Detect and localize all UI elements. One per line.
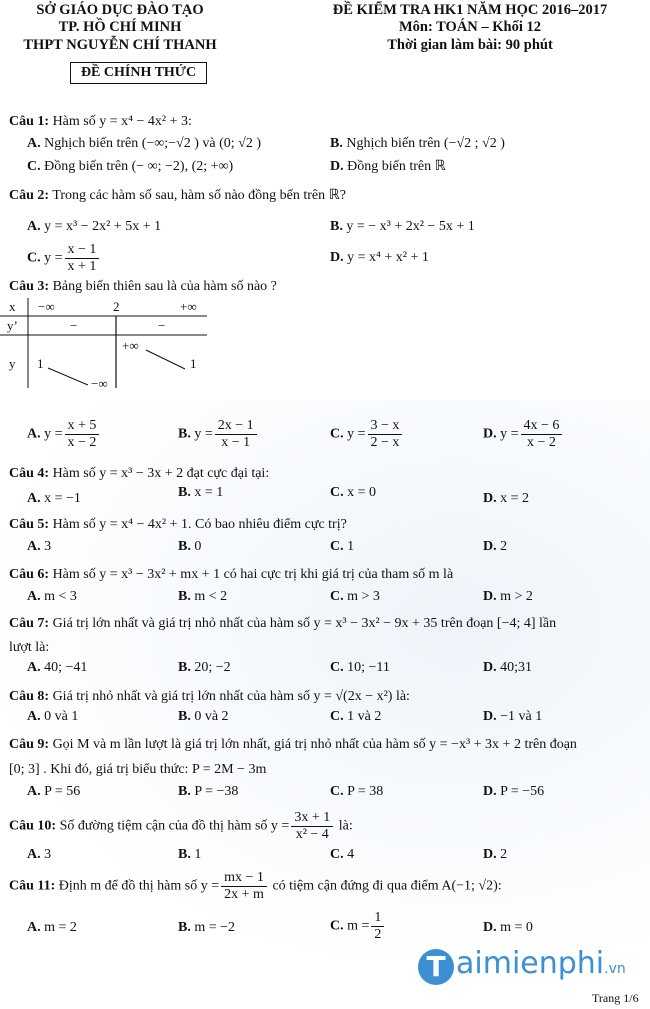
table-y-high: +∞: [122, 338, 139, 353]
q2-option-b: B. y = − x³ + 2x² − 5x + 1: [330, 219, 475, 234]
q11-option-c: C. m = $\frac{1}{2}$: [330, 910, 386, 943]
question-6: Câu 6: Hàm số y = x³ − 3x² + mx + 1 có hai cực trị khi giá trị của tham số m là: [9, 567, 454, 582]
q6-option-a: A. m < 3: [27, 589, 77, 604]
q8-option-a: A. 0 và 1: [27, 709, 79, 724]
q6-option-c: C. m > 3: [330, 589, 380, 604]
header-city: TP. HỒ CHÍ MINH: [58, 19, 182, 35]
logo-domain: .vn: [604, 961, 626, 977]
question-3: Câu 3: Bảng biến thiên sau là của hàm số nào ?: [9, 279, 277, 294]
table-y-start: 1: [37, 356, 44, 371]
q3-option-a: A. y = $\frac{x + 5}{x - 2}$: [27, 418, 101, 451]
q10-option-d: D. 2: [483, 847, 508, 862]
q4-option-d: D. x = 2: [483, 491, 530, 506]
question-4: Câu 4: Hàm số y = x³ − 3x + 2 đạt cực đại tại:: [9, 466, 270, 481]
logo-text: aimienphi: [456, 946, 605, 981]
q3-option-b: B. y = $\frac{2x - 1}{x - 1}$: [178, 418, 259, 451]
q7-option-c: C. 10; −11: [330, 660, 390, 675]
exam-duration: Thời gian làm bài: 90 phút: [387, 37, 553, 53]
q8-option-b: B. 0 và 2: [178, 709, 229, 724]
question-7: Câu 7: Giá trị lớn nhất và giá trị nhỏ nhất của hàm số y = x³ − 3x² − 9x + 35 trên đoạn [−4; 4] lần: [9, 616, 557, 631]
table-x-pos-inf: +∞: [180, 299, 197, 314]
official-exam-box: ĐỀ CHÍNH THỨC: [70, 62, 207, 84]
question-10: Câu 10: Số đường tiệm cận của đồ thị hàm số y = $\frac{3x + 1}{\text{x² − 4}}$ là:: [9, 810, 353, 842]
q3-option-c: C. y = $\frac{3 - x}{2 - x}$: [330, 418, 404, 451]
q11-option-d: D. m = 0: [483, 920, 533, 935]
logo-t-mark: T: [418, 949, 454, 985]
q6-option-b: B. m < 2: [178, 589, 228, 604]
table-x-neg-inf: −∞: [38, 299, 55, 314]
variation-table: [0, 298, 210, 391]
q5-option-b: B. 0: [178, 539, 202, 554]
question-9-cont: [0; 3] . Khi đó, giá trị biểu thức: P = 2M − 3m: [9, 762, 267, 777]
q4-option-c: C. x = 0: [330, 485, 377, 500]
q1-option-c: C. Đồng biến trên (− ∞; −2), (2; +∞): [27, 159, 234, 174]
q5-option-a: A. 3: [27, 539, 52, 554]
q9-option-b: B. P = −38: [178, 784, 239, 799]
q2-option-a: A. y = x³ − 2x² + 5x + 1: [27, 219, 162, 234]
q5-option-c: C. 1: [330, 539, 355, 554]
question-8: Câu 8: Giá trị nhỏ nhất và giá trị lớn nhất của hàm số y = √(2x − x²) là:: [9, 689, 410, 704]
table-x-label: x: [9, 299, 16, 314]
q11-option-a: A. m = 2: [27, 920, 77, 935]
q7-option-d: D. 40;31: [483, 660, 533, 675]
q5-option-d: D. 2: [483, 539, 508, 554]
q6-option-d: D. m > 2: [483, 589, 533, 604]
q11-option-b: B. m = −2: [178, 920, 236, 935]
q10-option-c: C. 4: [330, 847, 355, 862]
exam-subject: Môn: TOÁN – Khối 12: [398, 19, 542, 35]
q9-option-d: D. P = −56: [483, 784, 545, 799]
q9-option-c: C. P = 38: [330, 784, 384, 799]
q10-option-a: A. 3: [27, 847, 52, 862]
table-yprime-label: y’: [7, 318, 18, 333]
q9-option-a: A. P = 56: [27, 784, 81, 799]
header-school: THPT NGUYỄN CHÍ THANH: [23, 37, 217, 53]
q10-option-b: B. 1: [178, 847, 202, 862]
question-5: Câu 5: Hàm số y = x⁴ − 4x² + 1. Có bao nhiêu điểm cực trị?: [9, 517, 347, 532]
q4-option-b: B. x = 1: [178, 485, 224, 500]
table-yprime-sign-1: −: [70, 318, 78, 333]
taimienphi-logo: [418, 944, 626, 984]
table-y-low: −∞: [91, 376, 108, 391]
q2-option-d: D. y = x⁴ + x² + 1: [330, 250, 429, 265]
table-y-end: 1: [190, 356, 197, 371]
table-x-two: 2: [113, 299, 120, 314]
question-2: Câu 2: Trong các hàm số sau, hàm số nào đồng bến trên ℝ?: [9, 188, 346, 203]
question-7-cont: lượt là:: [9, 640, 50, 655]
page-number: Trang 1/6: [592, 991, 639, 1005]
q1-option-a: A. Nghịch biến trên (−∞;−√2 ) và (0; √2 ): [27, 136, 261, 151]
q4-option-a: A. x = −1: [27, 491, 81, 506]
table-y-label: y: [9, 356, 16, 371]
q2-option-c: C. y = $\frac{x - 1}{x + 1}$: [27, 242, 101, 275]
q1-option-d: D. Đồng biến trên ℝ: [330, 159, 446, 174]
table-yprime-sign-2: −: [158, 318, 166, 333]
q1-option-b: B. Nghịch biến trên (−√2 ; √2 ): [330, 136, 505, 151]
q7-option-b: B. 20; −2: [178, 660, 231, 675]
q3-option-d: D. y = $\frac{4x - 6}{x - 2}$: [483, 418, 564, 451]
question-9: Câu 9: Gọi M và m lần lượt là giá trị lớn nhất, giá trị nhỏ nhất của hàm số y = −x³ + 3x + 2 trên đoạn: [9, 737, 577, 752]
q7-option-a: A. 40; −41: [27, 660, 88, 675]
question-1: Câu 1: Hàm số y = x⁴ − 4x² + 3:: [9, 114, 192, 129]
q8-option-d: D. −1 và 1: [483, 709, 543, 724]
header-department: SỞ GIÁO DỤC ĐÀO TẠO: [36, 2, 204, 18]
q8-option-c: C. 1 và 2: [330, 709, 382, 724]
exam-title: ĐỀ KIỂM TRA HK1 NĂM HỌC 2016–2017: [332, 2, 608, 18]
question-11: Câu 11: Định m để đồ thị hàm số y = $\frac{mx - 1}{2x + m}$ có tiệm cận đứng đi qua điểm A(−1; √2):: [9, 870, 502, 902]
